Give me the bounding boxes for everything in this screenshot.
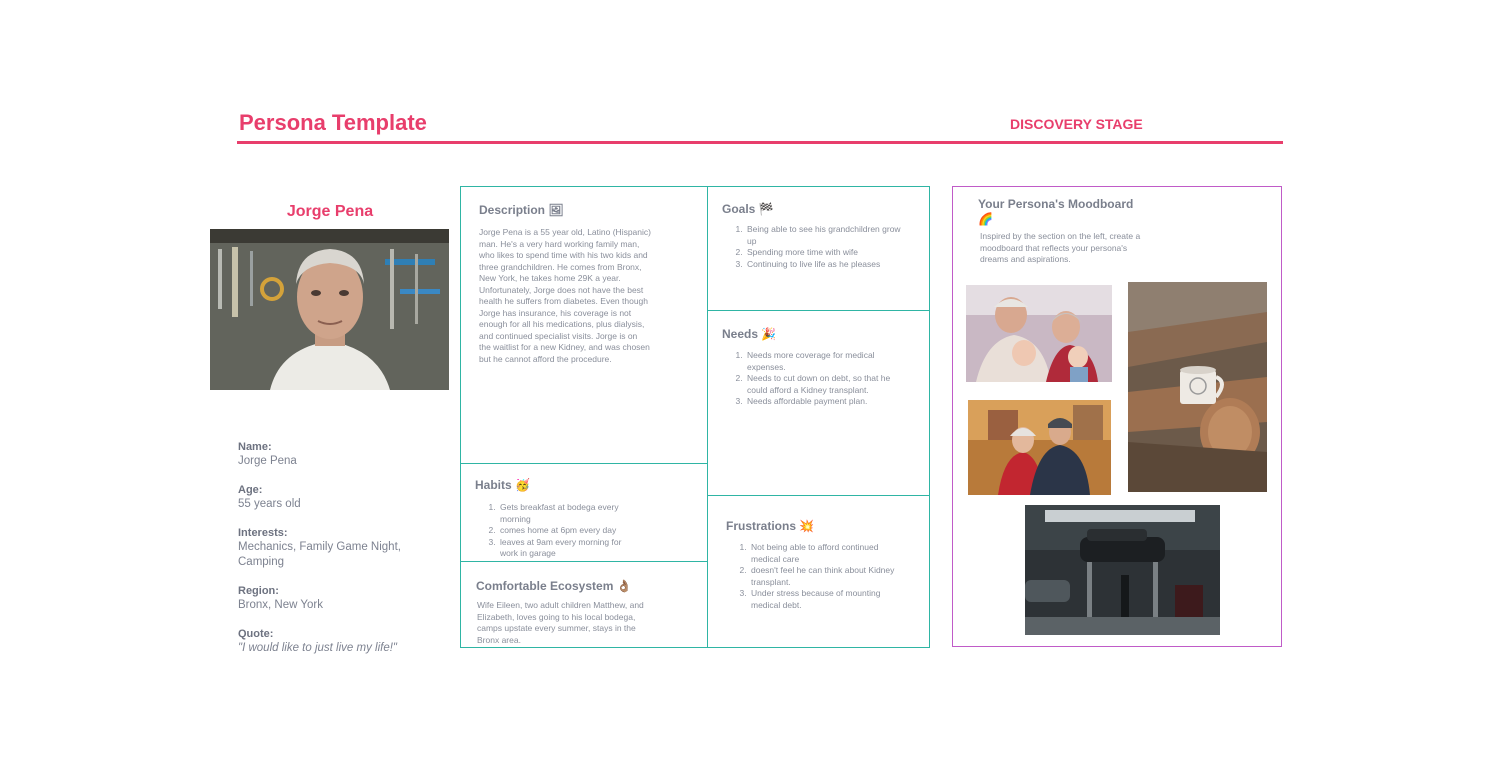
fact-interests (238, 526, 438, 570)
ecosystem-title: Comfortable Ecosystem 👌🏽 (476, 579, 632, 593)
fact-value: 55 years old (238, 498, 301, 510)
frustrations-title: Frustrations 💥 (726, 519, 815, 533)
list-item: 2. doesn't feel he can think about Kidney transplant. (749, 565, 899, 588)
description-title: Description 🖼 (479, 203, 564, 217)
moodboard-photo-garage-car[interactable] (1025, 505, 1220, 635)
list-item: 2. Needs to cut down on debt, so that he could afford a Kidney transplant. (745, 373, 902, 396)
title-divider (237, 141, 1283, 144)
persona-name: Jorge Pena (286, 203, 374, 220)
habits-title: Habits 🥳 (475, 478, 530, 492)
list-item: 3. leaves at 9am every morning for work in garage (498, 537, 640, 560)
fact-value: "I would like to just live my life!" (238, 642, 397, 654)
goals-title: Goals 🏁 (722, 202, 774, 216)
goals-list (727, 224, 902, 270)
list-item: 1. Needs more coverage for medical expenses. (745, 350, 902, 373)
moodboard-photo-grandparents[interactable] (966, 285, 1112, 382)
list-item: 1. Being able to see his grandchildren grow up (745, 224, 902, 247)
list-item: 3. Needs affordable payment plan. (745, 396, 902, 408)
persona-facts (238, 440, 438, 670)
list-item: 2. Spending more time with wife (745, 247, 902, 259)
needs-list (727, 350, 902, 408)
fact-quote (238, 627, 438, 656)
fact-region (238, 584, 438, 613)
needs-title: Needs 🎉 (722, 327, 777, 341)
fact-label: Interests: (238, 527, 288, 539)
list-item: 1. Gets breakfast at bodega every morning (498, 502, 640, 525)
list-item: 3. Continuing to live life as he pleases (745, 259, 902, 271)
moodboard-title: Your Persona's Moodboard 🌈 (978, 197, 1134, 226)
moodboard-photo-camping-mug[interactable] (1128, 282, 1267, 492)
frustrations-list (731, 542, 899, 611)
fact-age (238, 483, 438, 512)
fact-value: Bronx, New York (238, 599, 324, 611)
fact-value: Jorge Pena (238, 455, 297, 467)
list-item: 3. Under stress because of mounting medical debt. (749, 588, 899, 611)
persona-portrait[interactable] (210, 229, 449, 390)
habits-list (480, 502, 640, 560)
ecosystem-text: Wife Eileen, two adult children Matthew, and Elizabeth, loves going to his local bodega, camps upstate every summer, stays in the Bronx area. (477, 600, 644, 645)
fact-name (238, 440, 438, 469)
fact-label: Region: (238, 585, 279, 597)
fact-label: Name: (238, 441, 272, 453)
list-item: 1. Not being able to afford continued medical care (749, 542, 899, 565)
page-title: Persona Template (239, 110, 427, 135)
moodboard-text: Inspired by the section on the left, create a moodboard that reflects your persona's dreams and aspirations. (980, 231, 1141, 264)
description-text: Jorge Pena is a 55 year old, Latino (Hispanic) man. He's a very hard working family man, who likes to spend time with his two kids and three grandchildren. He comes from Bronx, New York, he takes home 29K a year. Unfortunately, Jorge does not have the best health he suffers from diabetes. Even though Jorge has insurance, his coverage is not enough for all his medications, plus dialysis, and continued specialist visits. Jorge is on the waitlist for a new Kidney, and was chosen but he cannot afford the procedure. (479, 227, 651, 364)
fact-value: Mechanics, Family Game Night, Camping (238, 541, 401, 568)
list-item: 2. comes home at 6pm every day (498, 525, 640, 537)
fact-label: Age: (238, 484, 263, 496)
moodboard-photo-couple-autumn[interactable] (968, 400, 1111, 495)
fact-label: Quote: (238, 628, 274, 640)
stage-label: DISCOVERY STAGE (1010, 116, 1143, 132)
